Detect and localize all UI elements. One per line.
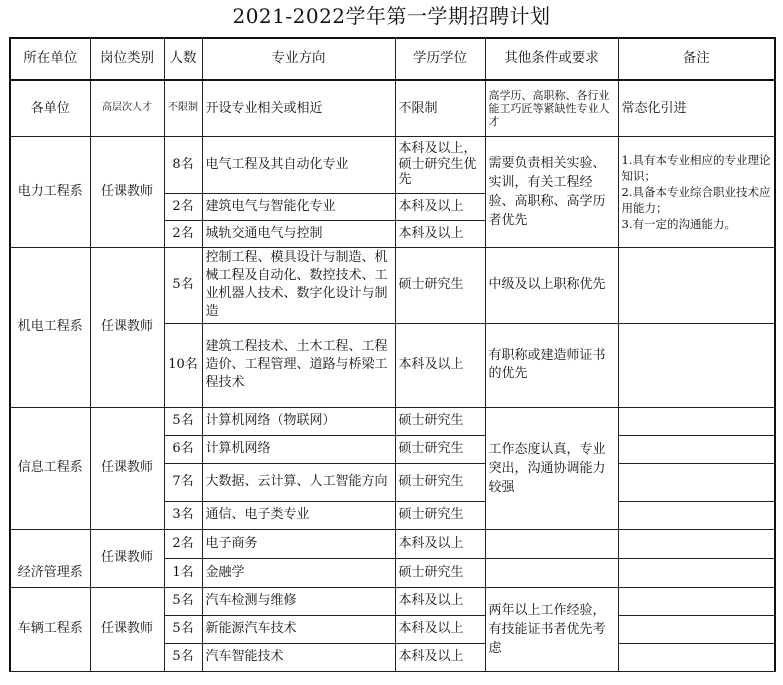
notes-cell [618, 323, 775, 407]
count-cell: 10名 [164, 323, 202, 407]
notes-cell [618, 529, 775, 558]
count-cell: 1名 [164, 558, 202, 587]
major-cell: 城轨交通电气与控制 [202, 220, 395, 247]
count-cell: 8名 [164, 136, 202, 193]
table-row [10, 136, 775, 193]
notes-cell [618, 463, 775, 501]
notes-cell [618, 247, 775, 323]
requirements-cell [485, 529, 618, 558]
degree-cell: 硕士研究生 [395, 247, 485, 323]
degree-cell: 本科及以上 [395, 587, 485, 615]
requirements-cell: 两年以上工作经验，有技能证书者优先考虑 [485, 587, 618, 671]
notes-cell [618, 615, 775, 643]
unit-cell: 车辆工程系 [10, 587, 90, 671]
table-row [10, 80, 775, 136]
recruitment-table [9, 37, 776, 672]
header-row [10, 38, 775, 80]
major-cell: 通信、电子类专业 [202, 501, 395, 529]
degree-cell: 硕士研究生 [395, 463, 485, 501]
major-cell: 汽车检测与维修 [202, 587, 395, 615]
count-cell: 6名 [164, 435, 202, 463]
unit-cell: 信息工程系 [10, 407, 90, 529]
count-cell: 5名 [164, 615, 202, 643]
table-row [10, 587, 775, 615]
major-cell: 建筑电气与智能化专业 [202, 193, 395, 220]
requirements-cell: 需要负责相关实验、实训，有关工程经验、高职称、高学历者优先 [485, 136, 618, 247]
degree-cell: 本科及以上 [395, 529, 485, 558]
requirements-cell: 中级及以上职称优先 [485, 247, 618, 323]
count-cell: 5名 [164, 643, 202, 671]
count-cell: 5名 [164, 407, 202, 435]
degree-cell: 本科及以上 [395, 643, 485, 671]
count-cell: 不限制 [164, 80, 202, 136]
header-notes: 备注 [618, 38, 775, 80]
count-cell: 3名 [164, 501, 202, 529]
category-cell: 任课教师 [90, 247, 164, 407]
major-cell: 新能源汽车技术 [202, 615, 395, 643]
unit-cell: 经济管理系 [10, 529, 90, 587]
category-cell: 任课教师 [90, 587, 164, 671]
count-cell: 7名 [164, 463, 202, 501]
major-cell: 电子商务 [202, 529, 395, 558]
major-cell: 汽车智能技术 [202, 643, 395, 671]
notes-cell [618, 407, 775, 435]
major-cell: 金融学 [202, 558, 395, 587]
header-degree: 学历学位 [395, 38, 485, 80]
degree-cell: 硕士研究生 [395, 501, 485, 529]
unit-cell: 电力工程系 [10, 136, 90, 247]
notes-cell [618, 435, 775, 463]
table-row [10, 247, 775, 323]
notes-cell [618, 501, 775, 529]
major-cell: 开设专业相关或相近 [202, 80, 395, 136]
category-cell: 任课教师 [90, 136, 164, 247]
category-cell: 高层次人才 [90, 80, 164, 136]
degree-cell: 本科及以上 [395, 323, 485, 407]
requirements-cell: 工作态度认真，专业突出，沟通协调能力较强 [485, 407, 618, 529]
count-cell: 5名 [164, 587, 202, 615]
degree-cell: 本科及以上 [395, 615, 485, 643]
header-count: 人数 [164, 38, 202, 80]
major-cell: 计算机网络 [202, 435, 395, 463]
notes-cell [618, 558, 775, 587]
degree-cell: 不限制 [395, 80, 485, 136]
degree-cell: 本科及以上，硕士研究生优先 [395, 136, 485, 193]
header-requirements: 其他条件或要求 [485, 38, 618, 80]
header-category: 岗位类别 [90, 38, 164, 80]
count-cell: 2名 [164, 529, 202, 558]
major-cell: 电气工程及其自动化专业 [202, 136, 395, 193]
category-cell: 任课教师 [90, 407, 164, 529]
count-cell: 5名 [164, 247, 202, 323]
count-cell: 2名 [164, 220, 202, 247]
table-row [10, 529, 775, 558]
degree-cell: 硕士研究生 [395, 407, 485, 435]
requirements-cell: 有职称或建造师证书的优先 [485, 323, 618, 407]
major-cell: 计算机网络（物联网） [202, 407, 395, 435]
table-row [10, 407, 775, 435]
degree-cell: 本科及以上 [395, 220, 485, 247]
major-cell: 控制工程、模具设计与制造、机械工程及自动化、数控技术、工业机器人技术、数字化设计与制造 [202, 247, 395, 323]
degree-cell: 本科及以上 [395, 193, 485, 220]
major-cell: 大数据、云计算、人工智能方向 [202, 463, 395, 501]
requirements-cell: 高学历、高职称、各行业能工巧匠等紧缺性专业人才 [485, 80, 618, 136]
page-title: 2021-2022学年第一学期招聘计划 [232, 4, 551, 28]
notes-cell: 1.具有本专业相应的专业理论知识； 2.具备本专业综合职业技术应用能力； 3.有一定的沟通能力。 [618, 136, 775, 247]
notes-cell [618, 643, 775, 671]
major-cell: 建筑工程技术、土木工程、工程造价、工程管理、道路与桥梁工程技术 [202, 323, 395, 407]
unit-cell: 机电工程系 [10, 247, 90, 407]
degree-cell: 硕士研究生 [395, 558, 485, 587]
unit-cell: 各单位 [10, 80, 90, 136]
notes-cell: 常态化引进 [618, 80, 775, 136]
header-unit: 所在单位 [10, 38, 90, 80]
requirements-cell [485, 558, 618, 587]
header-major: 专业方向 [202, 38, 395, 80]
degree-cell: 硕士研究生 [395, 435, 485, 463]
count-cell: 2名 [164, 193, 202, 220]
notes-cell [618, 587, 775, 615]
category-cell: 任课教师 [90, 529, 164, 587]
